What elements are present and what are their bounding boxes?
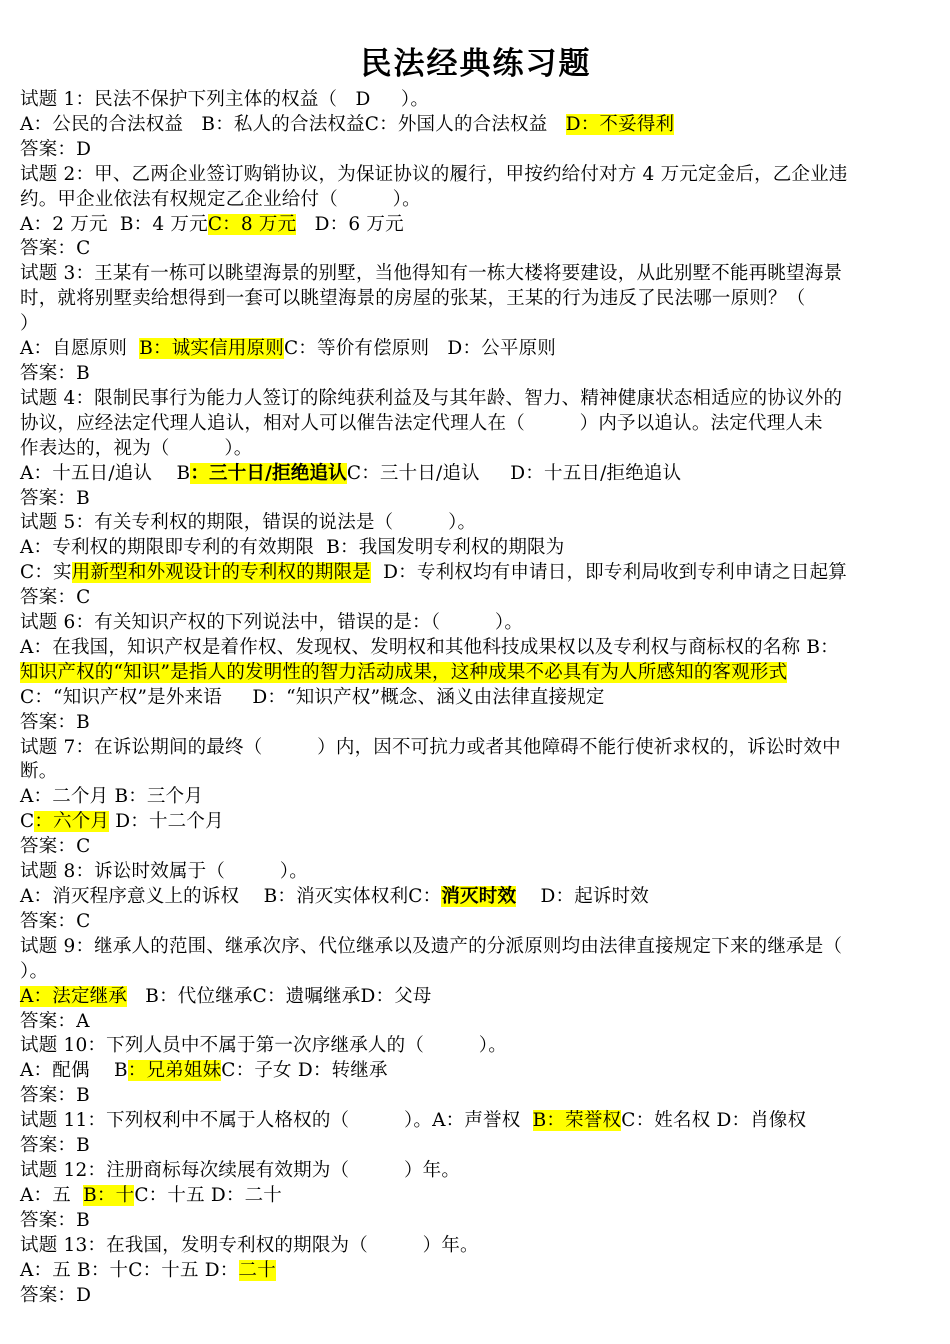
line-text: 答案：B <box>20 1209 90 1231</box>
text-line <box>20 1084 932 1109</box>
line-text: 试题 11：下列权利中不属于人格权的（ ）。A：声誉权 <box>20 1110 533 1132</box>
highlighted-answer: 消灭时效 <box>441 886 517 907</box>
text-line <box>20 536 932 561</box>
text-line <box>20 1034 932 1059</box>
line-text: A：二个月 B：三个月 <box>20 786 204 808</box>
line-text: 答案：B <box>20 1085 90 1107</box>
text-line <box>20 213 932 238</box>
line-text: 答案：D <box>20 138 92 160</box>
line-text: C：三十日/追认 D：十五日/拒绝追认 <box>346 462 682 484</box>
line-text: 答案：C <box>20 836 91 858</box>
highlighted-answer: 二十 <box>238 1259 276 1281</box>
text-line <box>20 711 932 736</box>
text-line <box>20 362 932 387</box>
highlighted-answer: A：法定继承 <box>20 985 128 1007</box>
text-line <box>20 88 932 113</box>
text-line <box>20 561 932 586</box>
line-text: C：等价有偿原则 D：公平原则 <box>283 338 556 360</box>
text-line <box>20 1059 932 1084</box>
line-text: 试题 2：甲、乙两企业签订购销协议，为保证协议的履行，甲按约给付对方 4 万元定金后，乙企业违 <box>20 163 848 185</box>
text-line <box>20 810 932 835</box>
text-line <box>20 312 932 337</box>
line-text: A：在我国，知识产权是着作权、发现权、发明权和其他科技成果权以及专利权与商标权的名称 B： <box>20 636 839 658</box>
line-text: 答案：B <box>20 711 90 733</box>
text-line <box>20 1284 932 1309</box>
text-line <box>20 1159 932 1184</box>
text-line <box>20 586 932 611</box>
line-text: D：起诉时效 <box>516 886 650 907</box>
text-line <box>20 163 932 188</box>
text-line <box>20 785 932 810</box>
line-text: 答案：B <box>20 487 90 509</box>
line-text: D：6 万元 <box>296 213 404 235</box>
text-line <box>20 636 932 661</box>
line-text: A：十五日/追认 B <box>20 462 191 484</box>
text-line <box>20 138 932 163</box>
line-text: C：子女 D：转继承 <box>221 1060 388 1082</box>
text-line <box>20 1010 932 1035</box>
line-text: A：专利权的期限即专利的有效期限 B：我国发明专利权的期限为 <box>20 537 565 559</box>
line-text: C：“知识产权”是外来语 D：“知识产权”概念、涵义由法律直接规定 <box>20 686 605 708</box>
line-text: 试题 13：在我国，发明专利权的期限为（ ）年。 <box>20 1234 479 1256</box>
text-line <box>20 611 932 636</box>
line-text: 试题 9：继承人的范围、继承次序、代位继承以及遗产的分派原则均由法律直接规定下来的继承是（ <box>20 935 843 957</box>
line-text: B：代位继承C：遗嘱继承D：父母 <box>127 985 432 1007</box>
text-line <box>20 437 932 462</box>
line-text: C：实 <box>20 562 72 584</box>
text-line <box>20 686 932 711</box>
text-line <box>20 1259 932 1284</box>
highlighted-answer: ：六个月 <box>34 811 110 833</box>
line-text: 试题 3：王某有一栋可以眺望海景的别墅，当他得知有一栋大楼将要建设，从此别墅不能再眺望海景 <box>20 263 843 285</box>
question-list <box>20 88 932 1308</box>
line-text: 答案：A <box>20 1010 90 1032</box>
line-text: 断。 <box>20 761 58 783</box>
line-text: 试题 1：民法不保护下列主体的权益（ D ）。 <box>20 89 430 110</box>
line-text: A：消灭程序意义上的诉权 B：消灭实体权利C： <box>20 886 442 907</box>
highlighted-answer: ：三十日/拒绝追认 <box>190 462 347 484</box>
document-title: 民法经典练习题 <box>360 46 592 82</box>
line-text: D：专利权均有申请日，即专利局收到专利申请之日起算 <box>370 562 847 584</box>
line-text: C <box>20 811 35 833</box>
highlighted-answer: B：十 <box>83 1184 135 1206</box>
line-text: 答案：B <box>20 1135 90 1157</box>
highlighted-answer: 用新型和外观设计的专利权的期限是 <box>71 562 371 584</box>
text-line <box>20 511 932 536</box>
text-line <box>20 1184 932 1209</box>
line-text: 答案：B <box>20 362 90 384</box>
text-line <box>20 113 932 138</box>
text-line <box>20 412 932 437</box>
text-line <box>20 237 932 262</box>
text-line <box>20 1134 932 1159</box>
highlighted-answer: C：8 万元 <box>207 213 297 235</box>
line-text: 答案：C <box>20 587 91 609</box>
line-text: 试题 6：有关知识产权的下列说法中，错误的是：（ ）。 <box>20 612 524 634</box>
highlighted-answer: 知识产权的“知识”是指人的发明性的智力活动成果，这种成果不必具有为人所感知的客观形式 <box>20 661 788 683</box>
line-text: 试题 8：诉讼时效属于（ ）。 <box>20 861 308 883</box>
text-line <box>20 487 932 512</box>
line-text: 答案：D <box>20 1284 92 1306</box>
text-line <box>20 835 932 860</box>
text-line <box>20 661 932 686</box>
highlighted-answer: D：不妥得利 <box>565 113 675 135</box>
text-line <box>20 910 932 935</box>
text-line <box>20 337 932 362</box>
line-text: 作表达的，视为（ ）。 <box>20 437 253 459</box>
line-text: A：五 B：十C：十五 D： <box>20 1259 239 1281</box>
text-line <box>20 760 932 785</box>
line-text: A：2 万元 B：4 万元 <box>20 213 208 235</box>
line-text: 试题 12：注册商标每次续展有效期为（ ）年。 <box>20 1159 461 1181</box>
line-text: 协议，应经法定代理人追认，相对人可以催告法定代理人在（ ）内予以追认。法定代理人未 <box>20 412 823 434</box>
line-text: 约。甲企业依法有权规定乙企业给付（ ）。 <box>20 188 421 210</box>
line-text: 试题 10：下列人员中不属于第一次序继承人的（ ）。 <box>20 1035 507 1057</box>
text-line <box>20 860 932 885</box>
highlighted-answer: ：兄弟姐妹 <box>127 1060 222 1082</box>
line-text: 试题 7：在诉讼期间的最终（ ）内，因不可抗力或者其他障碍不能行使祈求权的，诉讼时效中 <box>20 736 841 758</box>
line-text: ）。 <box>20 960 49 982</box>
line-text: A：公民的合法权益 B：私人的合法权益C：外国人的合法权益 <box>20 113 566 135</box>
text-line <box>20 1234 932 1259</box>
line-text: A：自愿原则 <box>20 338 140 360</box>
text-line <box>20 462 932 487</box>
line-text: A：五 <box>20 1184 84 1206</box>
text-line <box>20 935 932 960</box>
text-line <box>20 736 932 761</box>
line-text: D：十二个月 <box>109 811 224 833</box>
line-text: 答案：C <box>20 238 91 260</box>
text-line <box>20 985 932 1010</box>
text-line <box>20 1209 932 1234</box>
line-text: 试题 4：限制民事行为能力人签订的除纯获利益及与其年龄、智力、精神健康状态相适应的协议外的 <box>20 387 843 409</box>
line-text: A：配偶 B <box>20 1060 128 1082</box>
text-line <box>20 1109 932 1134</box>
text-line <box>20 262 932 287</box>
line-text: C：姓名权 D：肖像权 <box>621 1110 807 1132</box>
text-line <box>20 885 932 910</box>
text-line <box>20 188 932 213</box>
document-page <box>20 40 932 1308</box>
line-text: 答案：C <box>20 910 91 932</box>
text-line <box>20 387 932 412</box>
text-line <box>20 960 932 985</box>
line-text: ） <box>20 313 39 335</box>
text-line <box>20 287 932 312</box>
line-text: C：十五 D：二十 <box>134 1184 282 1206</box>
line-text: 时，就将别墅卖给想得到一套可以眺望海景的房屋的张某，王某的行为违反了民法哪一原则？（ <box>20 288 806 310</box>
highlighted-answer: B：荣誉权 <box>532 1110 622 1132</box>
highlighted-answer: B：诚实信用原则 <box>139 338 284 360</box>
line-text: 试题 5：有关专利权的期限，错误的说法是（ ）。 <box>20 512 477 534</box>
